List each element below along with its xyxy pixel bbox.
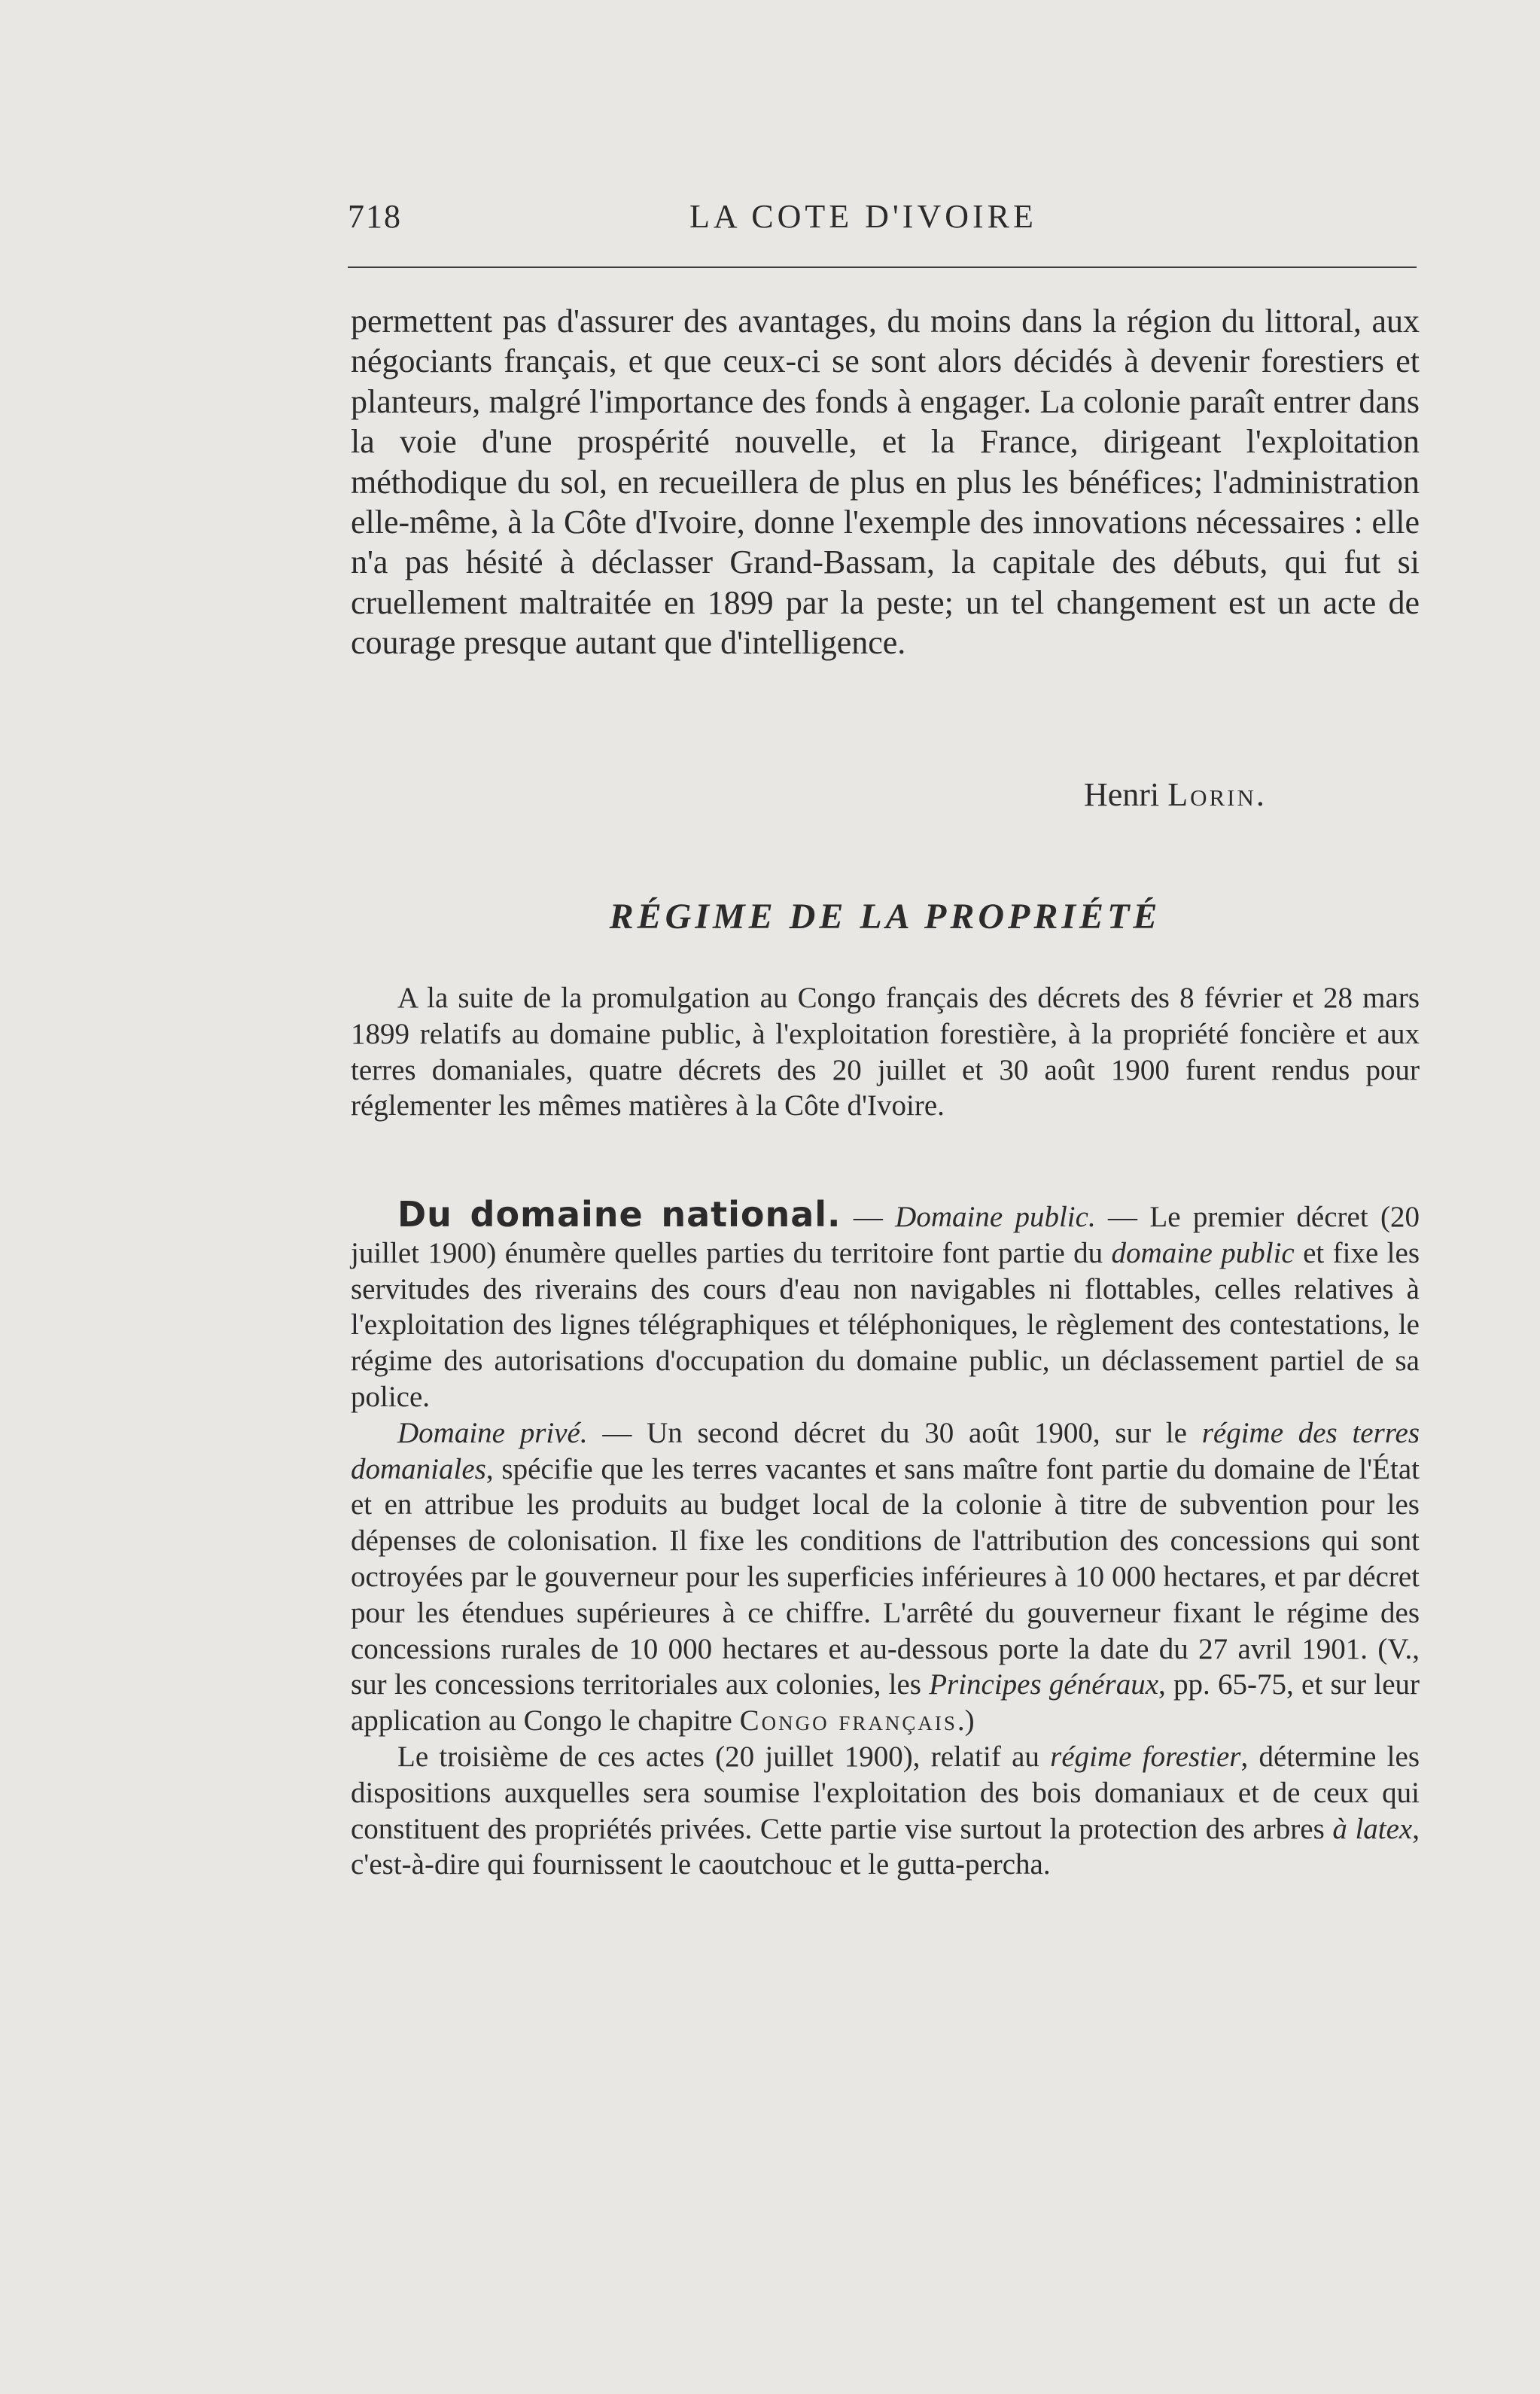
domaine-prive-text-c: , pp. 65-75, et sur leur application au Congo le chapitre <box>351 1668 1420 1738</box>
regime-forestier-paragraph <box>351 1739 1420 1883</box>
section-intro-paragraph <box>351 980 1420 1124</box>
running-header <box>348 197 1417 242</box>
domaine-prive-text-d: .) <box>957 1704 975 1738</box>
forestier-italic-a: régime forestier <box>1050 1740 1241 1773</box>
domaine-public-italic: domaine public <box>1111 1236 1295 1269</box>
domaine-public-heading: Domaine public. <box>895 1201 1096 1233</box>
domaine-prive-italic-b: Principes généraux <box>929 1668 1159 1701</box>
running-title: LA COTE D'IVOIRE <box>689 198 1037 235</box>
page-number: 718 <box>348 198 402 235</box>
dash-2: — <box>1095 1201 1150 1233</box>
domaine-body <box>351 1194 1420 1883</box>
congo-francais-ref: Congo français <box>739 1704 957 1738</box>
signature-first-name: Henri <box>1084 776 1160 813</box>
domaine-prive-paragraph <box>351 1415 1420 1739</box>
forestier-text-b: , détermine les dispositions auxquelles sera soumise l'exploitation des bois domaniaux et de ceux qui constituent des propriétés privées. Cette partie vise surtout la protection des arbres <box>351 1740 1420 1845</box>
domaine-prive-text-b: , spécifie que les terres vacantes et sans maître font partie du domaine de l'État et en attribue les produits au budget local de la colonie à titre de subvention pour les dépenses de colonisation. Il fixe les conditions de l'attribution des concessions qui sont octroyées par le gouverneur pour les superficies inférieures à 10 000 hectares, et par décret pour les étendues supérieures à ce chiffre. L'arrêté du gouverneur fixant le régime des concessions rurales de 10 000 hectares et au-dessous porte la date du 27 avril 1901. (V., sur les concessions territoriales aux colonies, les <box>351 1452 1420 1701</box>
domaine-public-text-b: et fixe les servitudes des riverains des cours d'eau non navigables ni flottables, celles relatives à l'exploitation des lignes télégraphiques et téléphoniques, le règlement des contestations, le régime des autorisations d'occupation du domaine public, un déclassement partiel de sa police. <box>351 1236 1420 1413</box>
domaine-public-paragraph <box>351 1194 1420 1415</box>
section-intro-text: A la suite de la promulgation au Congo français des décrets des 8 février et 28 mars 1899 relatifs au domaine public, à l'exploitation forestière, à la propriété foncière et aux terres domaniales, quatre décrets des 20 juillet et 30 août 1900 furent rendus pour réglementer les mêmes matières à la Côte d'Ivoire. <box>351 982 1420 1122</box>
forestier-italic-b: à latex <box>1332 1812 1413 1845</box>
dash-1: — <box>841 1201 896 1233</box>
domaine-prive-italic-a: régime des terres domaniales <box>351 1416 1420 1485</box>
signature-last-name: Lorin. <box>1167 776 1267 813</box>
intro-text: permettent pas d'assurer des avantages, du moins dans la région du littoral, aux négociants français, et que ceux-ci se sont alors décidés à devenir forestiers et planteurs, malgré l'importance des fonds à engager. La colonie paraît entrer dans la voie d'une prospérité nouvelle, et la France, dirigeant l'exploitation méthodique du sol, en recueillera de plus en plus les bénéfices; l'administration elle-même, à la Côte d'Ivoire, donne l'exemple des innovations nécessaires : elle n'a pas hésité à déclasser Grand-Bassam, la capitale des débuts, qui fut si cruellement maltraitée en 1899 par la peste; un tel changement est un acte de courage presque autant que d'intelligence. <box>351 303 1420 662</box>
author-signature <box>1084 775 1267 814</box>
domaine-prive-heading: Domaine privé. <box>397 1416 588 1449</box>
domaine-prive-text-a: — Un second décret du 30 août 1900, sur le <box>587 1416 1202 1449</box>
domaine-public-text-a: Le premier décret (20 juillet 1900) énumère quelles parties du territoire font partie du <box>351 1201 1420 1269</box>
intro-paragraph <box>351 301 1420 663</box>
domaine-national-heading: Du domaine national. <box>397 1194 842 1235</box>
section-title: RÉGIME DE LA PROPRIÉTÉ <box>609 897 1161 937</box>
forestier-text-a: Le troisième de ces actes (20 juillet 1900), relatif au <box>397 1740 1051 1773</box>
header-rule <box>348 267 1417 268</box>
forestier-text-c: , c'est-à-dire qui fournissent le caoutchouc et le gutta-percha. <box>351 1812 1420 1881</box>
